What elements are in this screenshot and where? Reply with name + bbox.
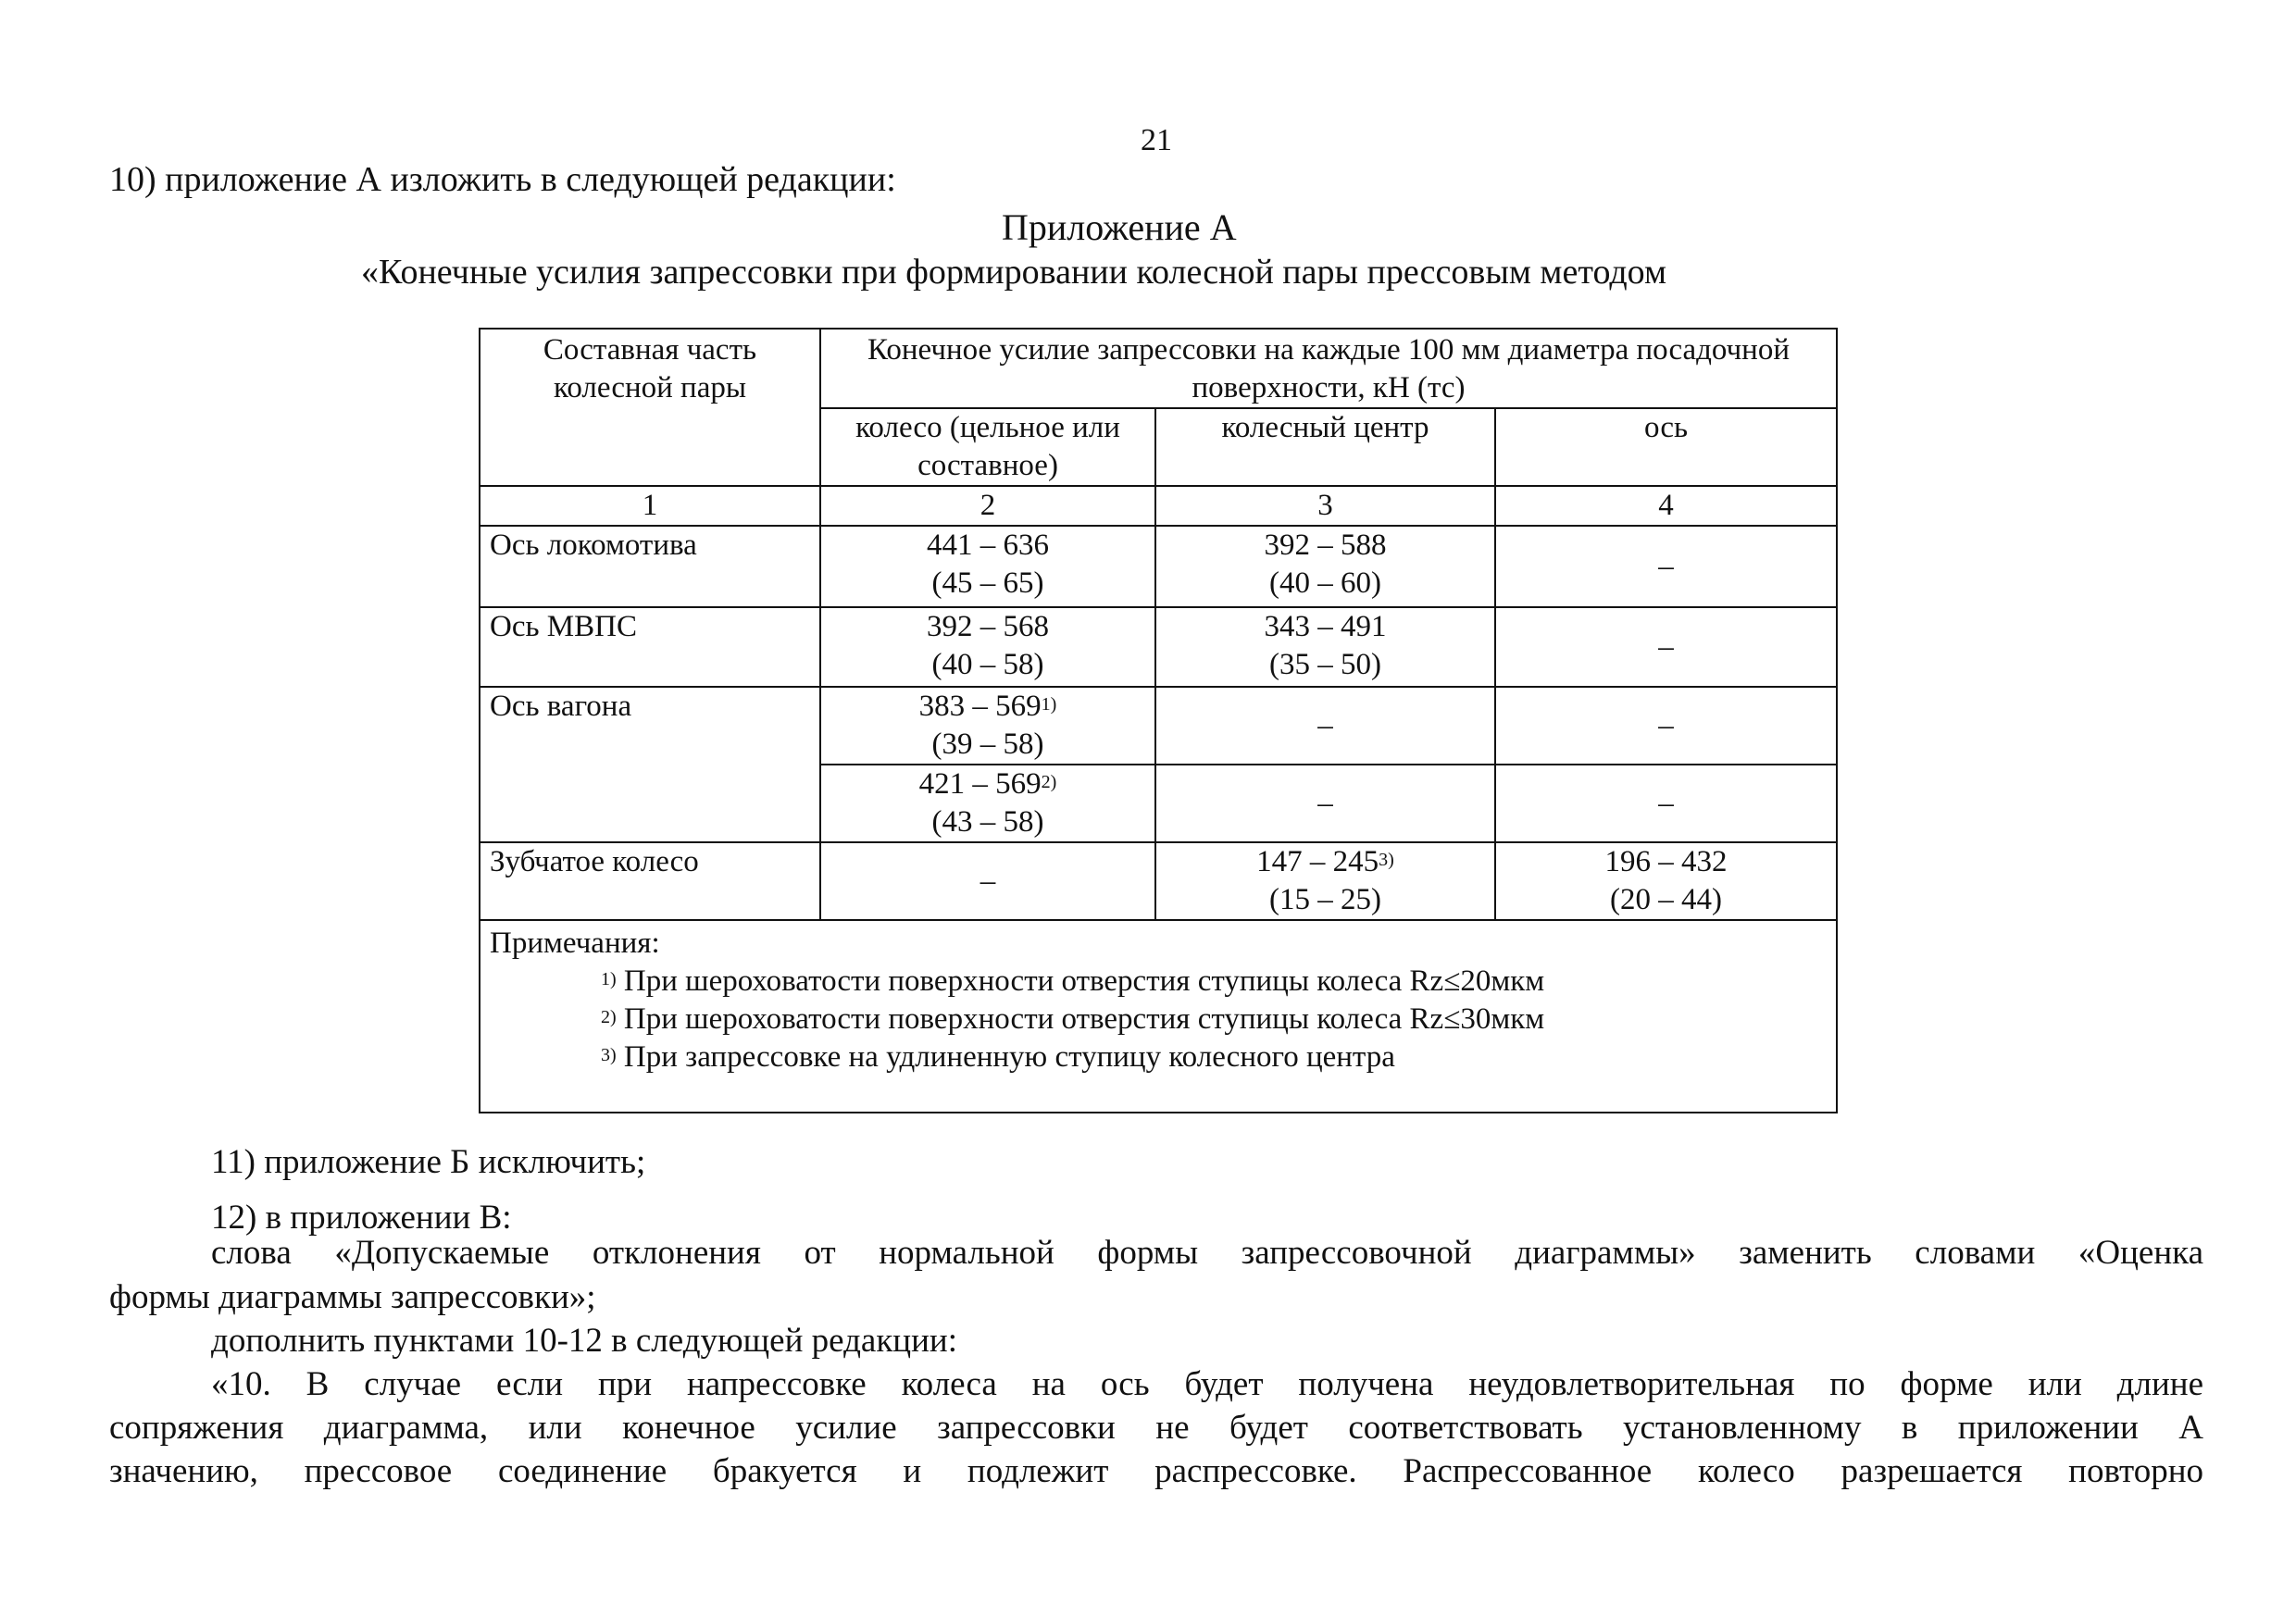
col-number-4: 4 — [1495, 486, 1837, 526]
cell-center: 147 – 245$^{3)}$ (15 – 25) — [1155, 842, 1495, 920]
cell-wheel: – — [820, 842, 1155, 920]
row-name: Зубчатое колесо — [480, 842, 820, 920]
page-number: 21 — [1141, 123, 1172, 157]
notes-row — [480, 920, 1837, 1113]
cell-wheel: 383 – 569$^{1)}$ (39 – 58) — [820, 687, 1155, 765]
cell-axle: – — [1495, 687, 1837, 765]
paragraph-13-line1: слова «Допускаемые отклонения от нормальной формы запрессовочной диаграммы» заменить словами «Оценка — [211, 1234, 2203, 1272]
paragraph-15-line3: значению, прессовое соединение бракуется и подлежит распрессовке. Распрессованное колесо разрешается повторно — [109, 1452, 2203, 1490]
subheader-center: колесный центр — [1155, 408, 1495, 486]
table-row — [480, 526, 1837, 607]
row-name: Ось МВПС — [480, 607, 820, 687]
col-number-2: 2 — [820, 486, 1155, 526]
paragraph-15-line1: «10. В случае если при напрессовке колеса на ось будет получена неудовлетворительная по форме или длине — [211, 1365, 2203, 1403]
paragraph-14: дополнить пунктами 10-12 в следующей редакции: — [211, 1322, 957, 1360]
cell-center: 392 – 588 (40 – 60) — [1155, 526, 1495, 607]
cell-axle: – — [1495, 526, 1837, 607]
note-2: $^{2)}$ При шероховатости поверхности отверстия ступицы колеса Rz≤30мкм — [601, 1002, 1545, 1036]
table-row — [480, 607, 1837, 687]
cell-wheel: 421 – 569$^{2)}$ (43 – 58) — [820, 765, 1155, 842]
notes-cell — [480, 920, 1837, 1113]
col-number-1: 1 — [480, 486, 820, 526]
cell-center: – — [1155, 687, 1495, 765]
cell-axle: – — [1495, 765, 1837, 842]
table-title: «Конечные усилия запрессовки при формировании колесной пары прессовым методом — [361, 253, 1667, 292]
paragraph-12: 12) в приложении В: — [211, 1199, 512, 1237]
note-3: $^{3)}$ При запрессовке на удлиненную ступицу колесного центра — [601, 1040, 1395, 1074]
appendix-title: Приложение А — [1002, 206, 1237, 248]
table-row — [480, 842, 1837, 920]
subheader-axle: ось — [1495, 408, 1837, 486]
row-name: Ось локомотива — [480, 526, 820, 607]
subheader-wheel: колесо (цельное или составное) — [820, 408, 1155, 486]
cell-axle: – — [1495, 607, 1837, 687]
paragraph-13-line2: формы диаграммы запрессовки»; — [109, 1278, 596, 1316]
header-force: Конечное усилие запрессовки на каждые 100 мм диаметра посадочной поверхности, кН (тс) — [820, 329, 1837, 408]
row-name: Ось вагона — [480, 687, 820, 842]
force-table — [479, 328, 1838, 1113]
force-table-wrapper — [479, 328, 1836, 1113]
paragraph-15-line2: сопряжения диаграмма, или конечное усилие запрессовки не будет соответствовать установленному в приложении А — [109, 1409, 2203, 1447]
col-number-3: 3 — [1155, 486, 1495, 526]
paragraph-11: 11) приложение Б исключить; — [211, 1143, 646, 1181]
cell-wheel: 441 – 636 (45 – 65) — [820, 526, 1155, 607]
notes-title: Примечания: — [490, 927, 660, 960]
cell-wheel: 392 – 568 (40 – 58) — [820, 607, 1155, 687]
cell-axle: 196 – 432 (20 – 44) — [1495, 842, 1837, 920]
intro-line: 10) приложение А изложить в следующей редакции: — [109, 160, 896, 199]
cell-center: – — [1155, 765, 1495, 842]
header-part: Составная часть колесной пары — [480, 329, 820, 486]
note-1: $^{1)}$ При шероховатости поверхности отверстия ступицы колеса Rz≤20мкм — [601, 964, 1545, 998]
cell-center: 343 – 491 (35 – 50) — [1155, 607, 1495, 687]
table-row — [480, 687, 1837, 765]
